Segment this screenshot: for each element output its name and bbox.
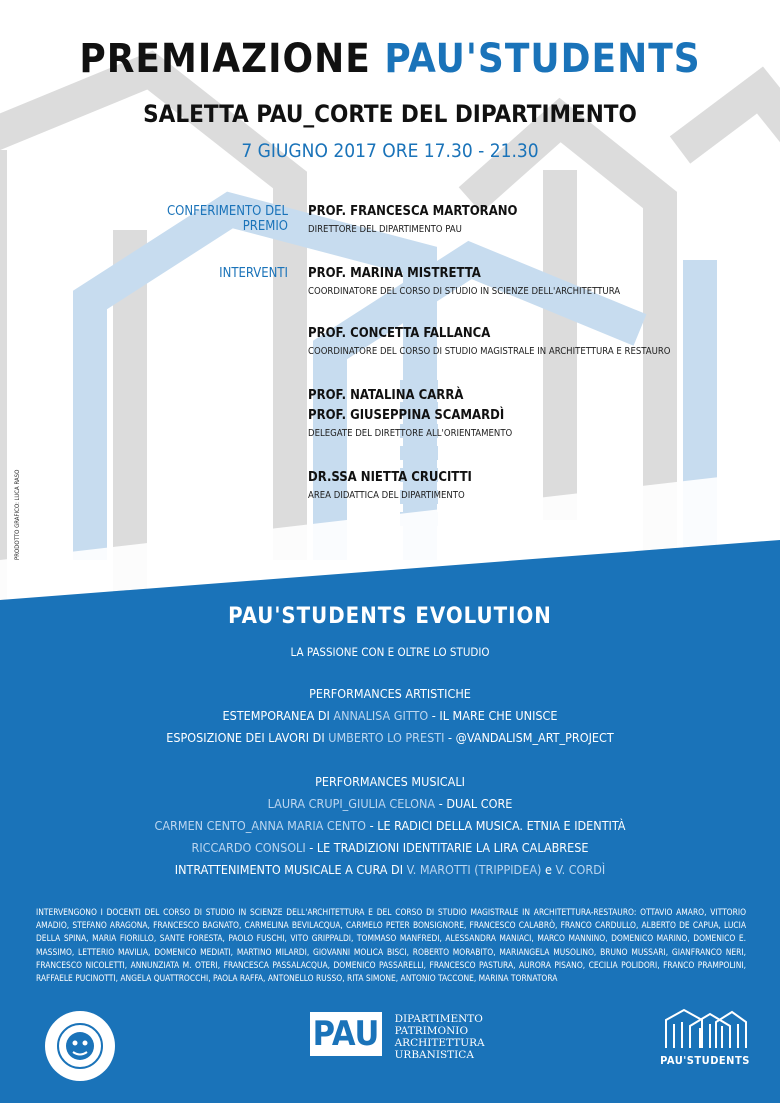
pau-logo: [310, 1012, 485, 1061]
award-name: PROF. FRANCESCA MARTORANO: [308, 204, 518, 219]
title-paustudents: PAU'STUDENTS: [384, 36, 701, 82]
mus1-name: LAURA CRUPI_GIULIA CELONA: [267, 796, 436, 811]
musical-item: [0, 796, 780, 811]
musical-item: [0, 862, 780, 877]
pau-department-text: [395, 1012, 485, 1061]
art2-post: - @VANDALISM_ART_PROJECT: [448, 730, 614, 745]
pau-line: PATRIMONIO: [394, 1025, 469, 1037]
pau-mark: PAU: [310, 1012, 382, 1056]
graphic-credit: PRODOTTO GRAFICO: LUCA RASO: [14, 469, 21, 560]
award-label: CONFERIMENTO DEL PREMIO: [166, 204, 288, 234]
mus4-mid: (TRIPPIDEA): [474, 862, 542, 877]
paustudents-label: PAU'STUDENTS: [660, 1054, 750, 1067]
art1-pre: ESTEMPORANEA DI: [222, 708, 330, 723]
mus4-and: e: [544, 862, 552, 877]
houses-icon: [660, 1004, 750, 1050]
event-date: 7 GIUGNO 2017 ORE 17.30 - 21.30: [241, 140, 539, 162]
speaker-name: PROF. CONCETTA FALLANCA: [308, 326, 491, 341]
mus3-post: - LE TRADIZIONI IDENTITARIE LA LIRA CALABRESE: [309, 840, 589, 855]
evolution-subtitle: LA PASSIONE CON E OLTRE LO STUDIO: [290, 645, 490, 659]
event-title: [0, 36, 780, 82]
speaker-name: PROF. MARINA MISTRETTA: [308, 266, 481, 281]
mus2-name: CARMEN CENTO_ANNA MARIA CENTO: [154, 818, 367, 833]
title-premiazione: PREMIAZIONE: [79, 36, 371, 82]
mus4-name1: V. MAROTTI: [406, 862, 471, 877]
award-role: DIRETTORE DEL DIPARTIMENTO PAU: [308, 224, 462, 235]
evolution-title: PAU'STUDENTS EVOLUTION: [228, 604, 552, 629]
art2-name: UMBERTO LO PRESTI: [328, 730, 445, 745]
pau-line: ARCHITETTURA: [394, 1037, 485, 1049]
faculty-credits: INTERVENGONO I DOCENTI DEL CORSO DI STUDIO IN SCIENZE DELL'ARCHITETTURA E DEL CORSO DI STUDIO MAGISTRALE IN ARCHITETTURA-RESTAURO: OTTAVIO AMARO, VITTORIO AMADIO, STEFANO ARAGONA, FRANCESCO BAGNATO, CARMELINA BEVILACQUA, CARMELO PETER BONSIGNORE, FRANCESCO CALABRÒ, FRANCO CARDULLO, ALBERTO DE CAPUA, LUCIA DELLA SPINA, MARIA FIORILLO, SANTE FORESTA, PAOLO FUSCHI, VITO GRIPPALDI, TOMMASO MANFREDI, ALESSANDRA MANIACI, MARCO MANNINO, DOMENICO MARINO, DOMENICO E. MASSIMO, LETTERIO MAVILIA, DOMENICO MEDIATI, MARTINO MILARDI, GIOVANNI MOLICA BISCI, ROBERTO MORABITO, MARIANGELA MUSOLINO, BRUNO MUSSARI, GIANFRANCO NERI, FRANCESCO NICOLETTI, ANNUNZIATA M. OTERI, FRANCESCA PASSALACQUA, DOMENICO PASSARELLI, FRANCESCO PASTURA, AURORA PISANO, CECILIA POLIDORI, FRANCO PRAMPOLINI, RAFFAELE PUCINOTTI, ANGELA QUATTROCCHI, PAOLA RAFFA, ANTONELLO RUSSO, RITA SIMONE, ANTONIO TACCONE, MARINA TORNATORA: [36, 907, 746, 984]
mus3-name: RICCARDO CONSOLI: [191, 840, 306, 855]
pau-line: URBANISTICA: [394, 1049, 474, 1061]
speaker-role: COORDINATORE DEL CORSO DI STUDIO IN SCIENZE DELL'ARCHITETTURA: [308, 286, 621, 297]
speaker-name: PROF. NATALINA CARRÀ: [308, 388, 464, 403]
talks-label: INTERVENTI: [219, 266, 288, 281]
artistic-heading: PERFORMANCES ARTISTICHE: [309, 686, 471, 701]
musical-item: [0, 818, 780, 833]
mus2-post: - LE RADICI DELLA MUSICA. ETNIA E IDENTITÀ: [369, 818, 626, 833]
speaker-role: DELEGATE DEL DIRETTORE ALL'ORIENTAMENTO: [308, 428, 513, 439]
art1-post: - IL MARE CHE UNISCE: [431, 708, 558, 723]
university-seal: [44, 1010, 116, 1082]
paustudents-logo: [660, 1004, 750, 1067]
pau-line: DIPARTIMENTO: [394, 1013, 483, 1025]
musical-heading: PERFORMANCES MUSICALI: [315, 774, 465, 789]
mus4-name2: V. CORDÌ: [555, 862, 606, 877]
speaker-name-2: PROF. GIUSEPPINA SCAMARDÌ: [308, 408, 505, 423]
art2-pre: ESPOSIZIONE DEI LAVORI DI: [166, 730, 325, 745]
mus1-post: - DUAL CORE: [438, 796, 513, 811]
mus4-pre: INTRATTENIMENTO MUSICALE A CURA DI: [174, 862, 404, 877]
speaker-name: DR.SSA NIETTA CRUCITTI: [308, 470, 472, 485]
artistic-item: [0, 730, 780, 745]
venue: SALETTA PAU_CORTE DEL DIPARTIMENTO: [143, 100, 637, 128]
art1-name: ANNALISA GITTO: [333, 708, 429, 723]
musical-item: [0, 840, 780, 855]
speaker-role: AREA DIDATTICA DEL DIPARTIMENTO: [308, 490, 465, 501]
speaker-role: COORDINATORE DEL CORSO DI STUDIO MAGISTRALE IN ARCHITETTURA E RESTAURO: [308, 346, 671, 357]
artistic-item: [0, 708, 780, 723]
